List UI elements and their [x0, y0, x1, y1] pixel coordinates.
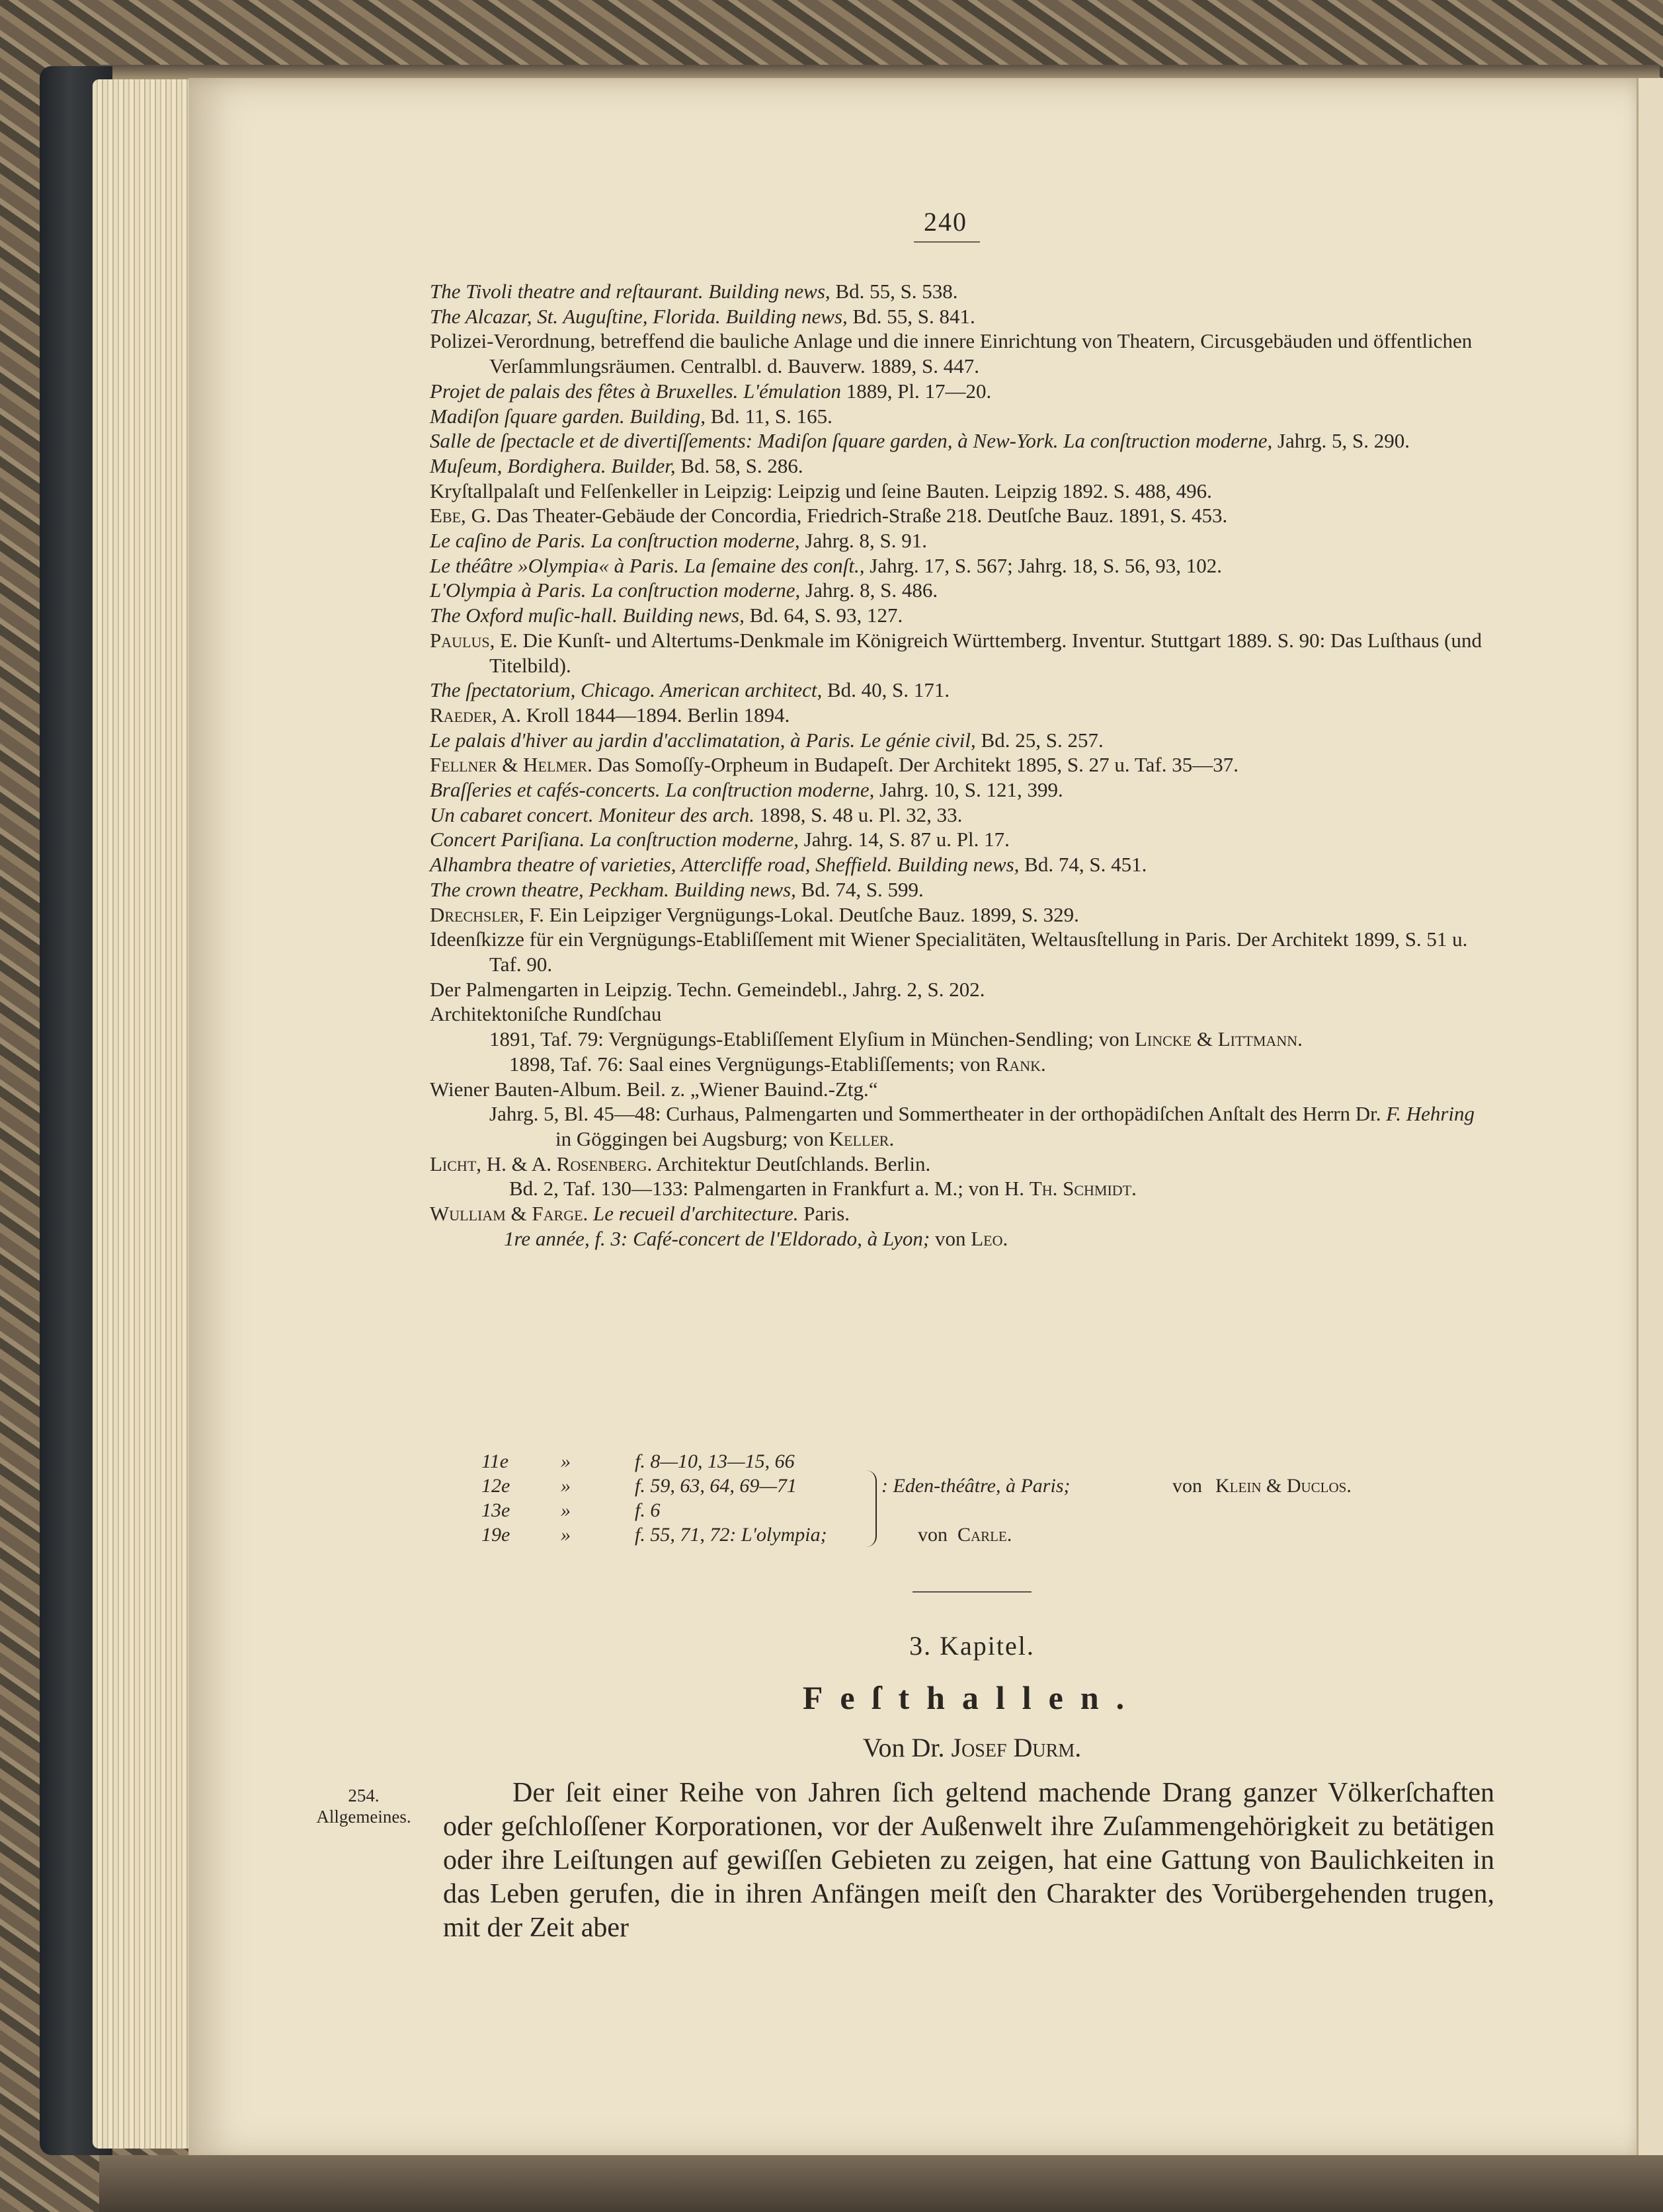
bib-segment: Bd. 2, Taf. 130—133: Palmengarten in Frankfurt a. M.; von H. [509, 1177, 1030, 1201]
eldorado-year: 19e [481, 1524, 510, 1546]
chapter-author [727, 1732, 1217, 1763]
margin-note-number: 254. [348, 1786, 380, 1805]
grouping-brace [866, 1470, 877, 1547]
eldorado-row [481, 1474, 1473, 1498]
body-paragraph [443, 1776, 1494, 1945]
bib-entry [430, 1002, 1494, 1027]
bib-entry [430, 777, 1494, 803]
bib-entry [430, 803, 1494, 828]
eldorado-row [481, 1498, 1473, 1522]
bib-entry [430, 852, 1494, 877]
author-prefix: Von Dr. [862, 1733, 945, 1762]
eldorado-row [481, 1449, 1473, 1474]
bib-segment: F. Ein Leipziger Vergnügungs-Lokal. Deutſche Bauz. 1899, S. 329. [524, 902, 1079, 926]
bib-segment: Braſſeries et cafés-concerts. La conſtruction moderne, [430, 778, 875, 802]
bib-segment: Jahrg. 5, S. 290. [1272, 429, 1410, 453]
bib-segment: F. Hehring [1386, 1102, 1475, 1126]
bib-entry [430, 902, 1494, 928]
bib-segment: Bd. 55, S. 841. [847, 304, 975, 328]
bib-entry [430, 528, 1494, 553]
eden-authors: Klein & Duclos. [1215, 1475, 1352, 1497]
bib-segment: L'Olympia à Paris. La conſtruction moderne, [430, 578, 801, 602]
bib-segment: von [930, 1226, 971, 1250]
eldorado-folio: f. 55, 71, 72: L'olympia; [635, 1524, 827, 1546]
bib-entry [430, 479, 1494, 504]
bib-entry [430, 454, 1494, 479]
bib-segment: A. Kroll 1844—1894. Berlin 1894. [497, 703, 790, 727]
eldorado-year: 11e [481, 1450, 509, 1472]
bib-segment: Salle de ſpectacle et de divertiſſements: Madiſon ſquare garden, à New-York. La conſtruction moderne, [430, 429, 1273, 453]
bib-segment: Leo. [971, 1226, 1008, 1250]
bib-entry [430, 1152, 1494, 1177]
bib-segment: Lincke & Littmann. [1134, 1027, 1303, 1051]
bib-entry [430, 304, 1494, 329]
bib-segment: Bd. 74, S. 451. [1019, 853, 1147, 877]
bib-entry [430, 977, 1494, 1002]
author-name: Josef Durm. [951, 1733, 1082, 1762]
bib-segment: Le théâtre »Olympia« à Paris. La ſemaine des conſt., [430, 553, 865, 577]
bib-segment: Jahrg. 10, S. 121, 399. [874, 778, 1063, 802]
bib-entry [430, 1201, 1494, 1226]
bib-segment: Jahrg. 8, S. 91. [799, 529, 927, 553]
bib-segment: Paris. [798, 1202, 850, 1226]
bib-segment: Bd. 55, S. 538. [830, 280, 958, 303]
bib-segment: The Alcazar, St. Auguſtine, Florida. Building news, [430, 304, 848, 328]
bib-segment: 1898, S. 48 u. Pl. 32, 33. [754, 803, 963, 826]
bib-entry [430, 678, 1494, 703]
section-divider [913, 1591, 1032, 1593]
eldorado-ditto: » [561, 1450, 571, 1472]
bib-entry [430, 379, 1494, 404]
bib-segment: 1891, Taf. 79: Vergnügungs-Etabliſſement Elyſium in München-Sendling; von [489, 1027, 1135, 1051]
bib-entry [430, 428, 1494, 454]
bib-segment: Un cabaret concert. Moniteur des arch. [430, 803, 755, 826]
bib-entry [430, 279, 1494, 304]
bib-segment: Jahrg. 8, S. 486. [800, 578, 938, 602]
bib-entry [430, 329, 1494, 378]
bib-entry [430, 927, 1494, 976]
bib-segment: Polizei-Verordnung, betreffend die bauliche Anlage und die innere Einrichtung von Theatern, Circusgebäuden und öffentlichen Verſammlungsräumen. Centralbl. d. Bauverw. 1889, S. 447. [430, 329, 1473, 378]
bib-segment: Concert Pariſiana. La conſtruction moderne, [430, 828, 799, 851]
bib-segment: 1re année, f. 3: Café-concert de l'Eldorado, à Lyon; [504, 1226, 930, 1250]
bib-segment: Le palais d'hiver au jardin d'acclimatation, à Paris. Le génie civil, [430, 728, 976, 752]
bib-segment: Jahrg. 5, Bl. 45—48: Curhaus, Palmengarten und Sommertheater in der orthopädiſchen Anſtalt des Herrn Dr. [489, 1102, 1387, 1126]
eldorado-year: 13e [481, 1499, 510, 1521]
eden-von: von [1172, 1475, 1202, 1497]
bib-segment: Alhambra theatre of varieties, Attercliffe road, Sheffield. Building news, [430, 853, 1020, 877]
bib-entry [430, 553, 1494, 578]
bib-segment: Wulliam & Farge. [430, 1202, 588, 1226]
bib-segment: Fellner & Helmer. [430, 753, 592, 777]
bib-segment: in Göggingen bei Augsburg; von [555, 1126, 829, 1150]
bib-segment: 1898, Taf. 76: Saal eines Vergnügungs-Etabliſſements; von [509, 1052, 996, 1076]
bib-segment: Kryſtallpalaſt und Felſenkeller in Leipzig: Leipzig und ſeine Bauten. Leipzig 1892. S. 488, 496. [430, 479, 1212, 502]
eldorado-ditto: » [561, 1475, 571, 1497]
bib-segment: Jahrg. 14, S. 87 u. Pl. 17. [798, 828, 1010, 851]
bib-entry [430, 503, 1494, 528]
eldorado-table [481, 1449, 1473, 1547]
bib-segment: The Tivoli theatre and reſtaurant. Building news, [430, 280, 831, 303]
page-number: 240 [924, 207, 967, 237]
chapter-label: 3. Kapitel. [909, 1631, 1035, 1661]
bib-segment: Le recueil d'architecture. [593, 1202, 799, 1226]
bib-entry [430, 728, 1494, 753]
chapter-title: Feſthallen. [802, 1679, 1142, 1716]
bib-segment: Bd. 58, S. 286. [675, 454, 803, 477]
bib-entry [430, 578, 1494, 603]
bib-segment: Ideenſkizze für ein Vergnügungs-Etabliſſement mit Wiener Specialitäten, Weltausſtellung in Paris. Der Architekt 1899, S. 51 u. Taf. 90. [430, 928, 1468, 976]
bib-segment: Drechsler, [430, 902, 524, 926]
bib-segment: Jahrg. 17, S. 567; Jahrg. 18, S. 56, 93, 102. [864, 553, 1223, 577]
bib-segment: The crown theatre, Peckham. Building news, [430, 877, 796, 901]
eldorado-folio: f. 6 [635, 1499, 661, 1521]
eldorado-ditto: » [561, 1524, 571, 1546]
bib-entry [430, 1226, 1494, 1251]
bib-segment: E. Die Kunſt- und Altertums-Denkmale im Königreich Württemberg. Inventur. Stuttgart 1889. S. 90: Das Luſthaus (und Titelbild). [489, 628, 1482, 677]
eldorado-row [481, 1522, 1473, 1547]
bib-entry [430, 404, 1494, 429]
bib-segment: Architektoniſche Rundſchau [430, 1002, 662, 1026]
bib-segment: Th. Schmidt. [1029, 1177, 1137, 1201]
bib-segment: Rosenberg. [556, 1152, 653, 1175]
eldorado-year: 12e [481, 1475, 510, 1497]
bib-entry [430, 1052, 1494, 1077]
bib-segment: Bd. 74, S. 599. [795, 877, 924, 901]
carle-von: von [918, 1524, 948, 1546]
bib-segment: Der Palmengarten in Leipzig. Techn. Gemeindebl., Jahrg. 2, S. 202. [430, 977, 985, 1001]
bib-segment: Ebe, [430, 504, 466, 528]
bib-segment: 1889, Pl. 17—20. [840, 379, 992, 403]
bib-entry [430, 1176, 1494, 1201]
bib-segment: Das Somoſſy-Orpheum in Budapeſt. Der Architekt 1895, S. 27 u. Taf. 35—37. [592, 753, 1238, 777]
eldorado-ditto: » [561, 1499, 571, 1521]
bib-segment: Bd. 64, S. 93, 127. [744, 604, 903, 627]
bib-segment: Madiſon ſquare garden. Building, [430, 404, 706, 428]
bib-segment [588, 1202, 593, 1225]
bib-segment: Wiener Bauten-Album. Beil. z. „Wiener Bauind.-Ztg.“ [430, 1077, 878, 1101]
bib-segment: Architektur Deutſchlands. Berlin. [652, 1152, 931, 1175]
eldorado-folio: f. 8—10, 13—15, 66 [635, 1450, 795, 1472]
bib-segment: Paulus, [430, 628, 495, 652]
bib-segment: The Oxford muſic-hall. Building news, [430, 604, 745, 627]
bib-entry [430, 1101, 1494, 1151]
page-number-rule [914, 241, 980, 243]
margin-note [304, 1785, 423, 1827]
bib-entry [430, 1027, 1494, 1052]
bib-entry [430, 628, 1494, 678]
body-text: Der ſeit einer Reihe von Jahren ſich geltend machende Drang ganzer Völkerſchaften oder geſchloſſener Korporationen, vor der Außenwelt ihre Zuſammengehörigkeit zu betätigen oder ihre Leiſtungen auf gewiſſen Gebieten zu zeigen, hat eine Gattung von Baulichkeiten in das Leben gerufen, die in ihren Anfängen meiſt den Charakter des Vorübergehenden trugen, mit der Zeit aber [443, 1778, 1494, 1943]
bib-segment: Le caſino de Paris. La conſtruction moderne, [430, 529, 800, 553]
eden-note: : Eden-théâtre, à Paris; [881, 1475, 1071, 1497]
bib-segment: Bd. 25, S. 257. [975, 728, 1104, 752]
bib-segment: Muſeum, Bordighera. Builder, [430, 454, 676, 477]
bib-entry [430, 752, 1494, 777]
bib-segment: Rank. [995, 1052, 1046, 1076]
bib-entry [430, 1077, 1494, 1102]
bib-entry [430, 603, 1494, 628]
bib-segment: H. & A. [481, 1152, 557, 1175]
bib-entry [430, 703, 1494, 728]
bib-segment: Bd. 11, S. 165. [706, 404, 832, 428]
bib-segment: Bd. 40, S. 171. [822, 678, 950, 702]
bib-segment: Projet de palais des fêtes à Bruxelles. L'émulation [430, 379, 841, 403]
bib-entry [430, 827, 1494, 852]
carle-author: Carle. [957, 1524, 1012, 1546]
bib-segment: Keller. [829, 1126, 895, 1150]
bib-segment: G. Das Theater-Gebäude der Concordia, Friedrich-Straße 218. Deutſche Bauz. 1891, S. 453. [466, 504, 1228, 528]
bib-segment: Raeder, [430, 703, 497, 727]
bib-segment: Licht, [430, 1152, 482, 1175]
bib-entry [430, 877, 1494, 902]
bib-segment: The ſpectatorium, Chicago. American architect, [430, 678, 823, 702]
margin-note-label: Allgemeines. [316, 1807, 411, 1827]
bibliography [430, 279, 1494, 1251]
eldorado-folio: f. 59, 63, 64, 69—71 [635, 1475, 797, 1497]
